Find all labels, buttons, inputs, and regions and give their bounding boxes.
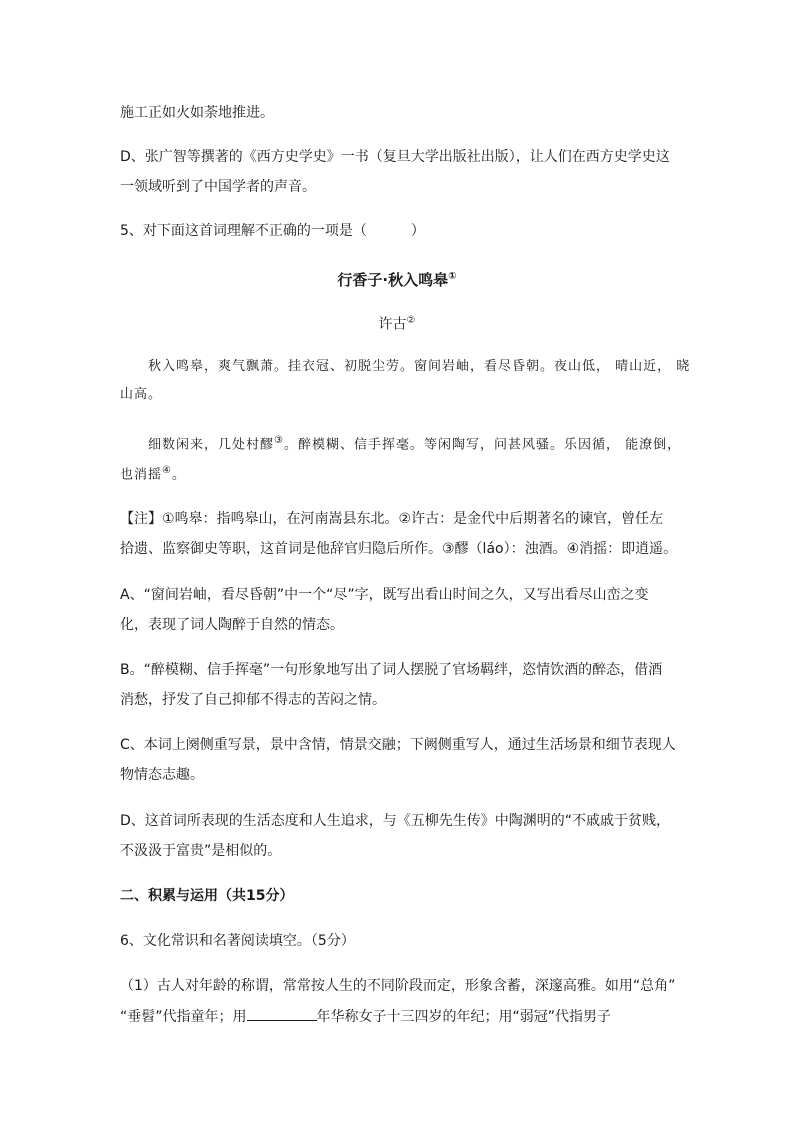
question-6-sub1-line1: （1）古人对年龄的称谓，常常按人生的不同阶段而定，形象含蓄，深邃高雅。如用“总角” (120, 978, 676, 994)
option-c-line2: 物情态志趣。 (120, 767, 204, 783)
poem-title (0, 267, 794, 290)
poem-footnote-mark-4: ④ (162, 465, 172, 476)
poem-stanza1-line1: 秋入鸣皋，爽气飘萧。挂衣冠、初脱尘劳。窗间岩岫，看尽昏朝。夜山低， 晴山近， 晓 (148, 359, 691, 374)
poem-footnote-mark-3: ③ (274, 435, 284, 446)
paragraph-line: 施工正如火如荼地推进。 (120, 105, 274, 121)
notes-line2: 拾遗、监察御史等职，这首词是他辞官归隐后所作。③醪（láo）：浊酒。④消摇：即逍遥。 (120, 541, 678, 557)
poem-title-footnote-mark: ① (448, 271, 457, 282)
question-6-sub1-text-b: 年华称女子十三四岁的年纪；用“弱冠”代指男子 (316, 1009, 612, 1025)
poem-author (0, 311, 794, 335)
poem-stanza2-line1 (148, 431, 681, 455)
question-6-stem: 6、文化常识和名著阅读填空。（5分） (120, 933, 355, 949)
option-a-line1: A、“窗间岩岫，看尽昏朝”中一个“尽”字，既写出看山时间之久，又写出看尽山峦之变 (120, 587, 649, 603)
poem-stanza2-line2-text-a: 也消摇 (120, 467, 163, 483)
option-b-line1: B。“醉模糊、信手挥毫”一句形象地写出了词人摆脱了官场羁绊，恣情饮酒的醉态，借酒 (120, 662, 663, 678)
option-a-line2: 化，表现了词人陶醉于自然的情态。 (120, 617, 344, 633)
option-d-prev-line1: D、张广智等撰著的《西方史学史》一书（复旦大学出版社出版），让人们在西方史学史这 (120, 149, 670, 165)
option-d-line2: 不汲汲于富贵”是相似的。 (120, 843, 282, 859)
poem-stanza2-line2 (120, 461, 186, 485)
question-6-sub1-line2 (120, 1006, 611, 1027)
poem-stanza2-text-b: 。醉模糊、信手挥毫。等闲陶写，问甚风骚。乐因循， 能潦倒， (283, 437, 682, 453)
question-6-sub1-text-a: “垂髫”代指童年；用 (120, 1009, 247, 1025)
poem-title-text: 行香子·秋入鸣皋 (337, 271, 449, 289)
question-5-stem (120, 221, 425, 241)
option-b-line2: 消愁，抒发了自己抑郁不得志的苦闷之情。 (120, 692, 386, 708)
question-5-stem-suffix: ） (410, 223, 425, 239)
section-heading: 二、积累与运用（共15分） (120, 888, 294, 904)
fill-in-blank[interactable] (247, 1006, 317, 1021)
option-d-line1: D、这首词所表现的生活态度和人生追求，与《五柳先生传》中陶渊明的“不戚戚于贫贱， (120, 813, 671, 829)
poem-author-footnote-mark: ② (406, 315, 416, 326)
option-d-prev-line2: 一领域听到了中国学者的声音。 (120, 179, 316, 195)
poem-author-text: 许古 (378, 316, 407, 333)
question-5-stem-prefix: 5、对下面这首词理解不正确的一项是（ (120, 223, 367, 239)
poem-stanza2-text-a: 细数闲来，几处村醪 (148, 437, 275, 453)
poem-stanza2-line2-text-b: 。 (171, 467, 186, 483)
poem-stanza1-line2: 山高。 (120, 387, 163, 402)
option-c-line1: C、本词上阕侧重写景，景中含情，情景交融；下阙侧重写人，通过生活场景和细节表现人 (120, 737, 676, 753)
notes-line1: 【注】①鸣皋：指鸣皋山，在河南嵩县东北。②许古：是金代中后期著名的谏官，曾任左 (120, 511, 664, 527)
